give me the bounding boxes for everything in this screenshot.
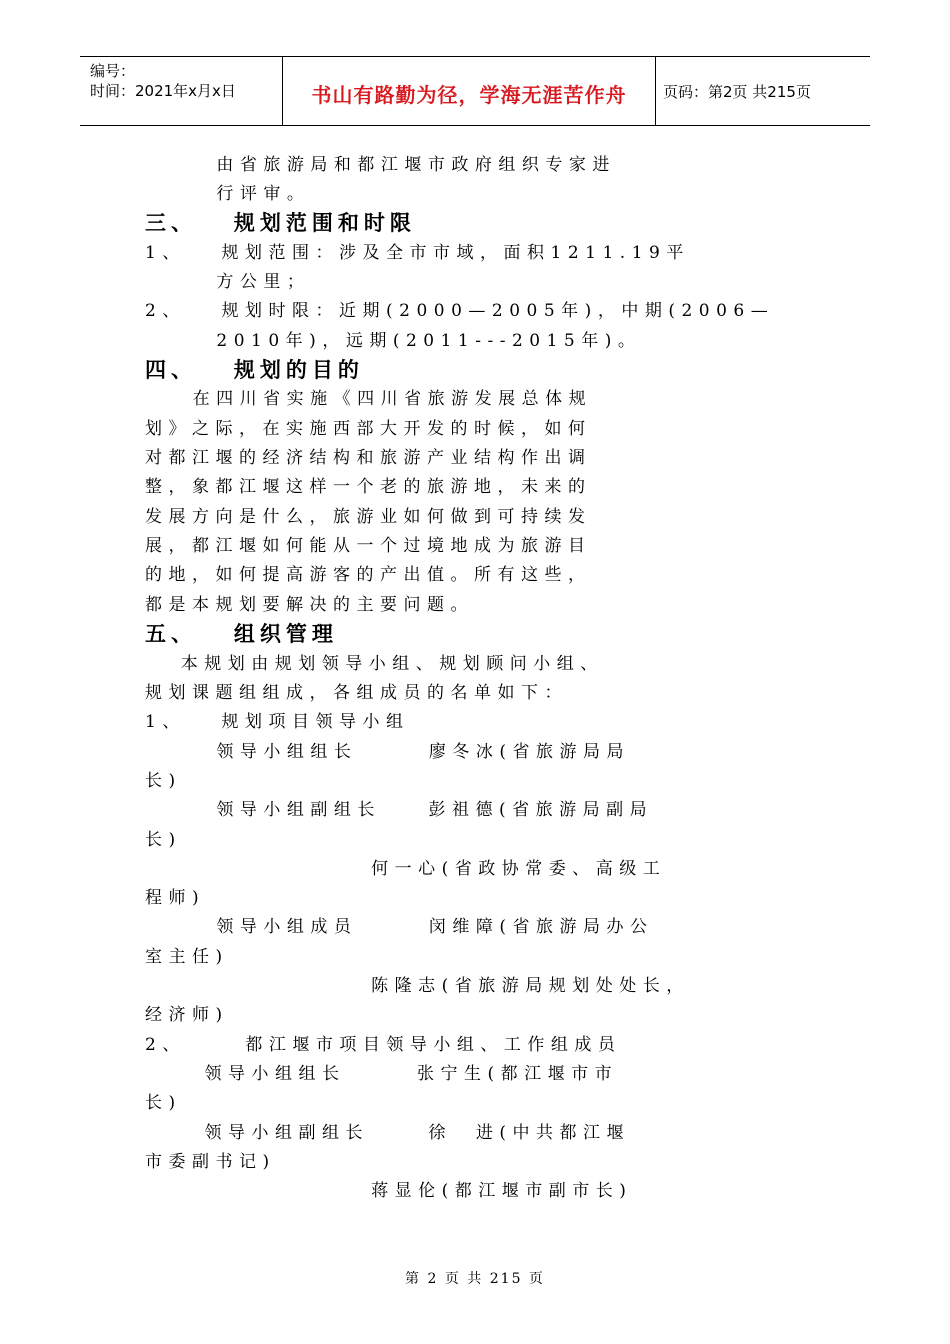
doc-number-label: 编号： <box>90 62 136 80</box>
body-line: 长) <box>145 1093 182 1113</box>
body-line: 程师) <box>145 888 206 908</box>
body-line: 蒋显伦(都江堰市副市长) <box>145 1181 633 1201</box>
body-line: 市委副书记) <box>145 1152 276 1172</box>
doc-time: 时间：2021年x月x日 <box>90 82 236 100</box>
section-heading-5: 五、 组织管理 <box>145 622 338 646</box>
body-line: 整，象都江堰这样一个老的旅游地，未来的 <box>145 477 592 497</box>
body-line: 本规划由规划领导小组、规划顾问小组、 <box>145 654 604 674</box>
body-line: 行评审。 <box>145 184 311 204</box>
header-page-info: 页码：第2页 共215页 <box>663 83 811 101</box>
body-line: 展，都江堰如何能从一个过境地成为旅游目 <box>145 536 592 556</box>
body-line: 经济师) <box>145 1005 229 1025</box>
body-line: 2010年)，远期(2011---2015年)。 <box>145 331 642 351</box>
body-line: 长) <box>145 830 182 850</box>
body-line: 在四川省实施《四川省旅游发展总体规 <box>145 389 593 409</box>
body-line: 对都江堰的经济结构和旅游产业结构作出调 <box>145 448 592 468</box>
body-line: 2、 规划时限：近期(2000—2005年)，中期(2006— <box>145 301 775 321</box>
section-heading-4: 四、 规划的目的 <box>145 358 364 382</box>
body-line: 领导小组副组长 彭祖德(省旅游局副局 <box>145 800 654 820</box>
body-line: 都是本规划要解决的主要问题。 <box>145 595 474 615</box>
header-divider <box>655 57 656 125</box>
body-line: 由省旅游局和都江堰市政府组织专家进 <box>145 155 616 175</box>
header-meta <box>90 61 236 101</box>
body-line: 发展方向是什么，旅游业如何做到可持续发 <box>145 507 592 527</box>
section-heading-3: 三、 规划范围和时限 <box>145 211 416 235</box>
header-motto: 书山有路勤为径，学海无涯苦作舟 <box>311 83 627 107</box>
body-line: 领导小组组长 张宁生(都江堰市市 <box>145 1064 619 1084</box>
body-line: 长) <box>145 771 182 791</box>
body-line: 领导小组组长 廖冬冰(省旅游局局 <box>145 742 630 762</box>
page-footer: 第 2 页 共 215 页 <box>405 1271 545 1287</box>
body-line: 的地，如何提高游客的产出值。所有这些， <box>145 565 592 585</box>
body-line: 规划课题组组成，各组成员的名单如下： <box>145 683 568 703</box>
body-line: 室主任) <box>145 947 229 967</box>
body-line: 划》之际，在实施西部大开发的时候，如何 <box>145 419 592 439</box>
body-line: 何一心(省政协常委、高级工 <box>145 859 667 879</box>
header-divider <box>282 57 283 125</box>
body-line: 陈隆志(省旅游局规划处处长， <box>145 976 690 996</box>
body-line: 领导小组副组长 徐 进(中共都江堰 <box>145 1123 630 1143</box>
page-header <box>80 56 870 126</box>
body-line: 方公里； <box>145 272 311 292</box>
body-line: 领导小组成员 闵维障(省旅游局办公 <box>145 917 654 937</box>
body-line: 2、 都江堰市项目领导小组、工作组成员 <box>145 1035 622 1055</box>
body-line: 1、 规划范围：涉及全市市域，面积1211.19平 <box>145 243 690 263</box>
body-line: 1、 规划项目领导小组 <box>145 712 410 732</box>
